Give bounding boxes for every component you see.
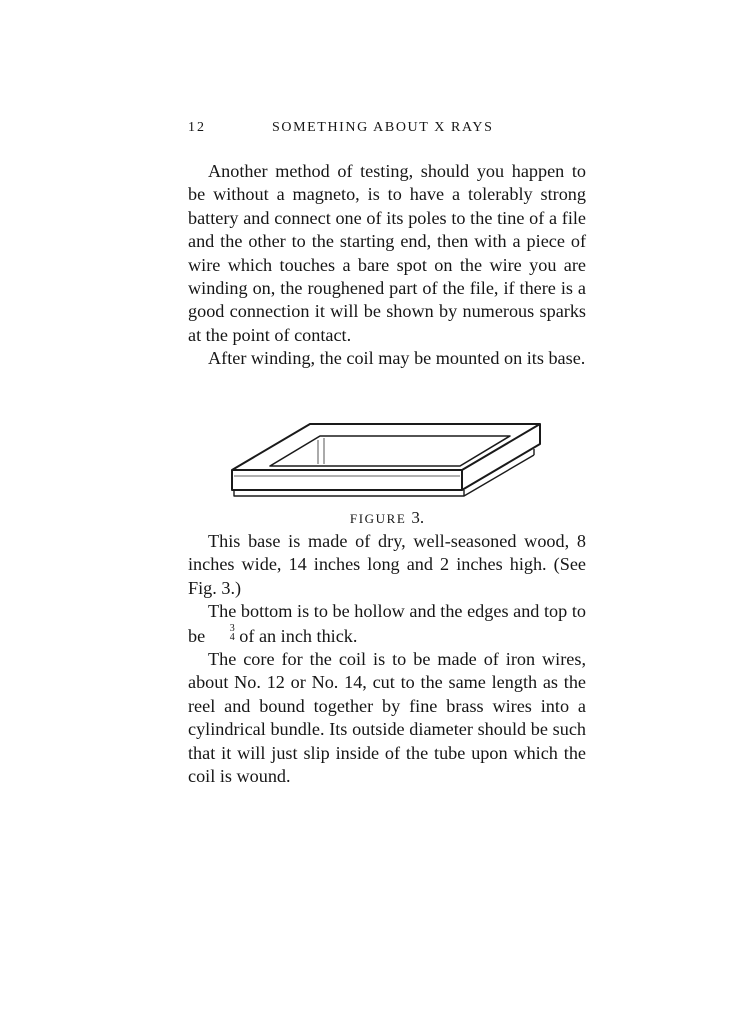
paragraph-base-description: This base is made of dry, well-seasoned wood, 8 inches wide, 14 inches long and 2 inches high. (See Fig. 3.) [188,531,586,598]
fraction-three-quarters [210,624,235,642]
page-number: 12 [188,120,206,135]
running-head [188,120,586,142]
caption-number: 3. [411,508,425,527]
running-title: SOMETHING ABOUT X RAYS [272,120,494,135]
base-drawing [228,420,546,504]
paragraph-after-winding: After winding, the coil may be mounted on its base. [208,348,586,369]
text-block-after-figure [188,530,586,788]
bottom-hollow-text-end: of an inch thick. [239,625,358,646]
base-top-face [232,424,540,470]
text-block-before-figure [188,160,586,371]
bottom-hollow-text-start: The bottom is to be hollow and the edges and top to be [188,601,586,646]
paragraph-bottom-hollow [188,600,586,648]
base-front-face [232,470,462,490]
figure-caption [188,508,586,528]
fraction-numerator: 3 [229,622,235,634]
caption-word: FIGURE [349,511,407,526]
figure-base-illustration [228,420,546,504]
base-inner-opening [270,436,510,466]
paragraph-core-description: The core for the coil is to be made of iron wires, about No. 12 or No. 14, cut to the same length as the reel and bound together by fine brass wires into a cylindrical bundle. Its outside diameter should be such that it will just slip inside of the tube upon which the coil is wound. [188,649,586,787]
paragraph-testing-method: Another method of testing, should you happen to be without a magneto, is to have a tolerably strong battery and connect one of its poles to the tine of a file and the other to the starting end, then with a piece of wire which touches a bare spot on the wire you are winding on, the roughened part of the file, if there is a good connection it will be shown by numerous sparks at the point of contact. [188,161,586,345]
fraction-denominator: 4 [229,631,235,643]
